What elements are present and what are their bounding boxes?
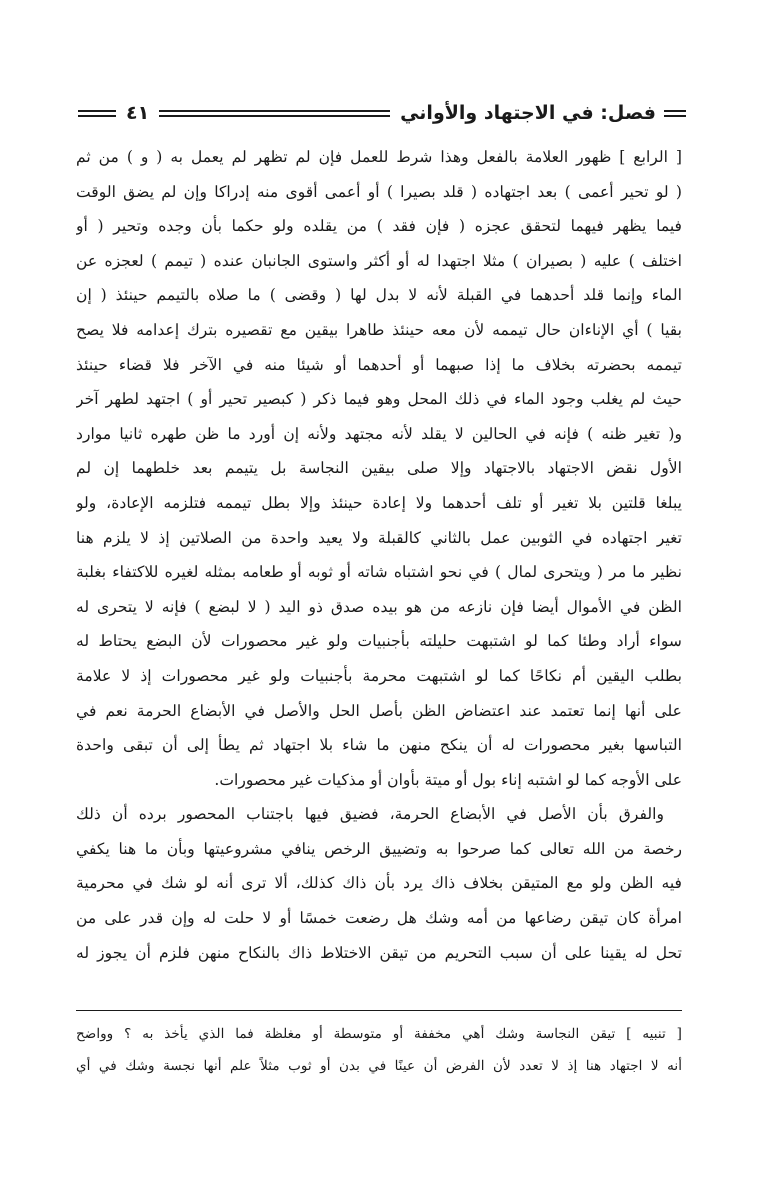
text-line: تحل له يقينا على أن سبب التحريم من تيقن الاختلاط ذاك بالنكاح منهن فلزم أن يجوز له bbox=[76, 943, 682, 962]
text-line: حيث لم يغلب وجود الماء في ذلك المحل وهو فيما ذكر ( كبصير تحير أو ) اجتهد لطهر آخر bbox=[76, 390, 682, 409]
footnote-separator bbox=[76, 1010, 682, 1011]
text-line: ( لو تحير أعمى ) بعد اجتهاده ( قلد بصيرا ) أو أعمى أقوى منه إدراكا وإن لم يضق الوقت bbox=[76, 182, 682, 201]
main-text bbox=[76, 140, 682, 970]
text-line: فيه الظن ولو مع المتيقن بخلاف ذاك يرد بأن ذاك كذلك، ألا ترى أنه لو شك في محرمية bbox=[76, 874, 682, 893]
text-line: [ الرابع ] ظهور العلامة بالفعل وهذا شرط للعمل فإن لم تظهر لم يعمل به ( و ) من ثم bbox=[76, 148, 682, 166]
text-line: الماء وإنما قلد أحدهما في القبلة لأنه لا بدل لها ( وقضى ) ما صلاه بالتيمم حينئذ ( إن bbox=[76, 286, 682, 305]
text-line: و( تغير ظنه ) فإنه في الحالين لا يقلد لأنه مجتهد ولأنه إن أورد ما ظن طهره ثانيا موارد bbox=[76, 424, 682, 443]
text-line: تيممه بحضرته بخلاف ما إذا صبهما أو أحدهما أو شيئا منه في الآخر فلا قضاء حينئذ bbox=[76, 355, 682, 374]
header-rule-left bbox=[78, 110, 116, 117]
chapter-title: فصل: في الاجتهاد والأواني bbox=[400, 102, 656, 124]
text-line: الظن في الأموال أيضا فإن نازعه من هو بيده صدق ذو اليد ( لا لبضع ) فإنه لا يتحرى له bbox=[76, 597, 682, 616]
running-header bbox=[78, 96, 686, 130]
text-line: سواء أراد وطئا كما لو اشتبهت حليلته بأجنبيات ولو غير محصورات لأن البضع يحتاط له bbox=[76, 632, 682, 651]
text-line: تغير اجتهاده في الثوبين عمل بالثاني كالقبلة ولا يعيد واحدة من الصلاتين إذ لا يلزم هنا bbox=[76, 528, 682, 547]
text-line: بقيا ) أي الإناءان حال تيممه لأن معه حينئذ طاهرا بيقين مع تقصيره بترك إعدامه فلا يصح bbox=[76, 320, 682, 339]
text-line: نظير ما مر ( ويتحرى لمال ) في نحو اشتباه شاته أو ثوبه أو طعامه بمثله لغيره للاكتفاء بغلبة bbox=[76, 563, 682, 582]
footnote-line: أنه لا اجتهاد هنا إذ لا تعدد لأن الفرض أن عينًا في بدن أو ثوب مثلاً علم أنها نجسة وشك في أي bbox=[76, 1058, 682, 1074]
text-line: والفرق بأن الأصل في الأبضاع الحرمة، فضيق فيها باجتناب المحصور برده أن ذلك bbox=[76, 805, 664, 824]
footnote-line: [ تنبيه ] تيقن النجاسة وشك أهي مخففة أو متوسطة أو مغلظة فما الذي يأخذ به ؟ وواضح bbox=[76, 1026, 682, 1042]
text-line: الأول نقض الاجتهاد بالاجتهاد وإلا صلى بيقين النجاسة بل يتيمم بعد خلطهما إن لم bbox=[76, 459, 682, 478]
header-rule-middle bbox=[159, 110, 390, 117]
text-line: فيما يظهر فيهما لتحقق عجزه ( فإن فقد ) من يقلده ولو حكما بأن وجده وتحير ( أو bbox=[76, 217, 682, 236]
page-number: ٤١ bbox=[126, 102, 150, 124]
text-line: على الأوجه كما لو اشتبه إناء بول أو ميتة بأوان أو مذكيات غير محصورات. bbox=[214, 770, 682, 789]
text-line: امرأة كان تيقن رضاعها من أمه وشك هل رضعت خمسًا أو لا حلت له وإن قدر على من bbox=[76, 909, 682, 928]
footnotes bbox=[76, 1018, 682, 1082]
text-line: رخصة من الله تعالى كما صرحوا به وتضييق الرخص ينافي مشروعيتها وبأن ما هنا يكفي bbox=[76, 839, 682, 858]
text-line: يبلغا قلتين بلا تغير أو تلف أحدهما ولا إعادة حينئذ وإلا بطل تيممه فتلزمه الإعادة، ولو bbox=[76, 493, 682, 512]
text-line: اختلف ) عليه ( بصيران ) مثلا اجتهدا له أو أكثر واستوى الجانبان عنده ( تيمم ) لعجزه عن bbox=[76, 251, 682, 270]
text-line: بطلب اليقين أم نكاحًا كما لو اشتبهت محرمة بأجنبيات ولو غير محصورات إذ لا علامة bbox=[76, 666, 682, 685]
header-rule-right bbox=[664, 110, 686, 117]
text-line: التباسها بغير محصورات له أن ينكح منهن ما شاء بلا اجتهاد ثم يطأ إلى أن تبقى واحدة bbox=[76, 736, 682, 755]
text-line: على أنها إنما تعتمد عند اعتضاض الظن بأصل الحل والأصل في الأبضاع الحرمة نعم في bbox=[76, 701, 682, 720]
